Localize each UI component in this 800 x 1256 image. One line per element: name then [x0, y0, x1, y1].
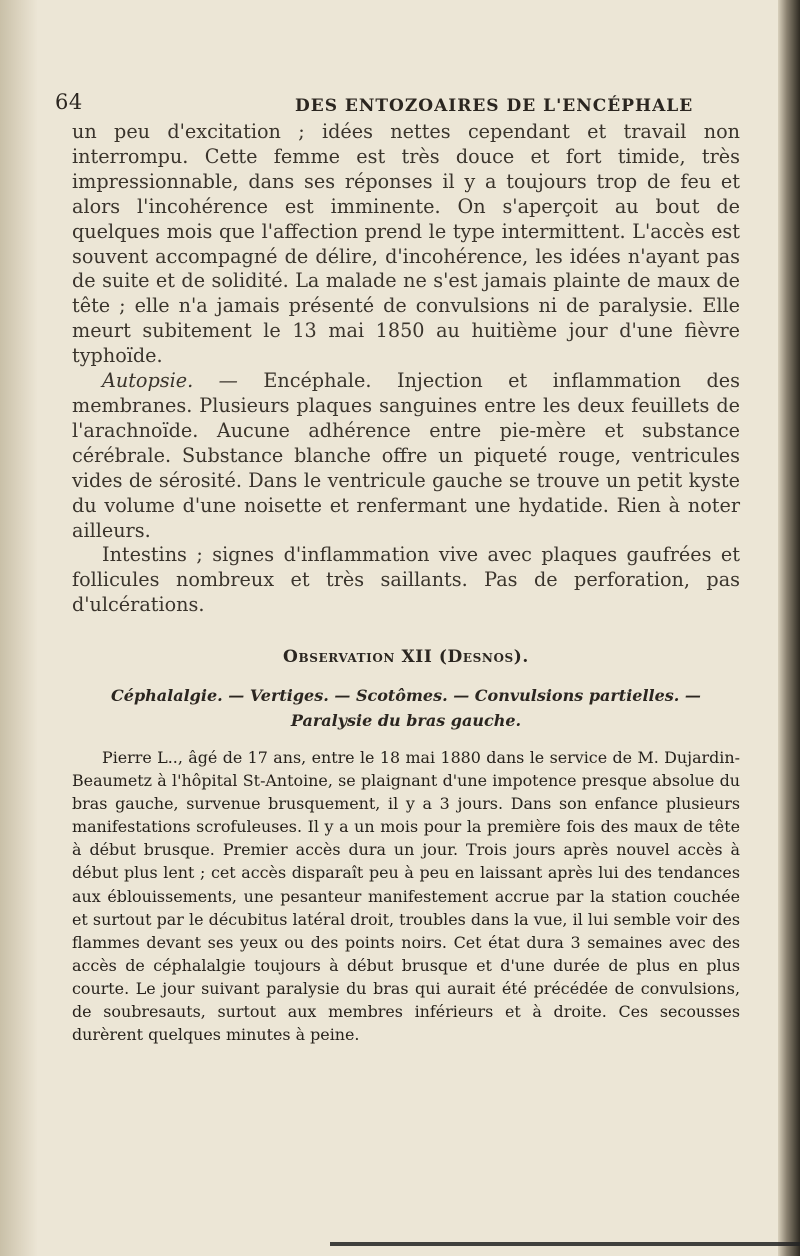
autopsy-text: Encéphale. Injection et inflammation des membranes. Plusieurs plaques sanguines entre les deux feuillets de l'arachnoïde. Aucune adhérence entre pie-mère et substance cérébrale. Substance blanche offre un piqueté rouge, ventricules vides de sérosité. Dans le ventricule gauche se trouve un petit kyste du volume d'une noisette et renfermant une hydatide. Rien à noter ailleurs.	[72, 369, 740, 542]
paragraph-intestines: Intestins ; signes d'inflammation vive avec plaques gaufrées et follicules nombreux et très saillants. Pas de perforation, pas d'ulcérations.	[72, 543, 740, 617]
paragraph-autopsy	[72, 369, 740, 543]
observation-title: Observation XII (Desnos).	[283, 647, 529, 667]
bottom-rule	[330, 1242, 800, 1246]
binding-gutter	[0, 0, 38, 1256]
paragraph-history: un peu d'excitation ; idées nettes cependant et travail non interrompu. Cette femme est très douce et fort timide, très impressionnable, dans ses réponses il y a toujours trop de feu et alors l'incohérence est imminente. On s'aperçoit au bout de quelques mois que l'affection prend le type intermittent. L'accès est souvent accompagné de délire, d'incohérence, les idées n'ayant pas de suite et de solidité. La malade ne s'est jamais plainte de maux de tête ; elle n'a jamais présenté de convulsions ni de paralysie. Elle meurt subitement le 13 mai 1850 au huitième jour d'une fièvre typhoïde.	[72, 120, 740, 368]
page-edge	[778, 0, 800, 1256]
page-number: 64	[55, 90, 83, 114]
observation-paragraph: Pierre L.., âgé de 17 ans, entre le 18 mai 1880 dans le service de M. Dujardin-Beaumetz à l'hôpital St-Antoine, se plaignant d'une impotence presque absolue du bras gauche, survenue brusquement, il y a 3 jours. Dans son enfance plusieurs manifestations scrofuleuses. Il y a un mois pour la première fois des maux de tête à début brusque. Premier accès dura un jour. Trois jours après nouvel accès à début plus lent ; cet accès disparaît peu à peu en laissant après lui des tendances aux éblouissements, une pesanteur manifestement accrue par la station couchée et surtout par le décubitus latéral droit, troubles dans la vue, il lui semble voir des flammes devant ses yeux ou des points noirs. Cet état dura 3 semaines avec des accès de céphalalgie toujours à début brusque et d'une durée de plus en plus courte. Le jour suivant paralysie du bras qui aurait été précédée de convulsions, de soubresauts, surtout aux membres inférieurs et à droite. Ces secousses durèrent quelques minutes à peine.	[72, 748, 740, 1045]
observation-subtitle: Céphalalgie. — Vertiges. — Scotômes. — Convulsions partielles. — Paralysie du bras gauche.	[111, 686, 701, 730]
case-continuation	[72, 120, 740, 618]
page-header	[55, 90, 755, 122]
running-title: DES ENTOZOAIRES DE L'ENCÉPHALE	[295, 96, 694, 116]
autopsy-label: Autopsie. —	[102, 369, 238, 393]
observation-body	[72, 746, 740, 1046]
